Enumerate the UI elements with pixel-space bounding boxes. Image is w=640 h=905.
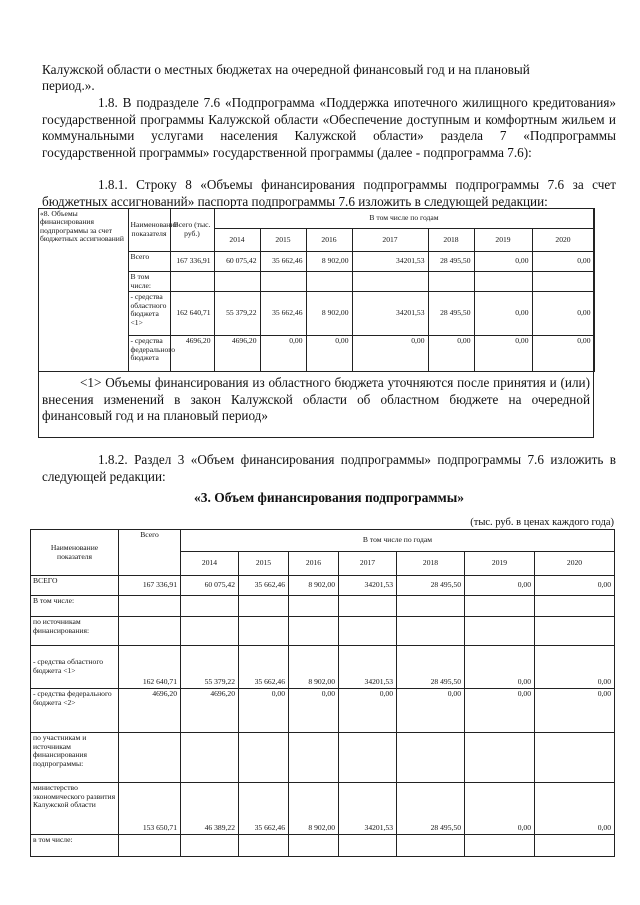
cell: 0,00 [474,252,532,272]
table1-year: 2014 [214,229,260,252]
table2-col-total: Всего [119,530,181,576]
cell: 8 902,00 [289,783,339,835]
cell: 55 379,22 [181,646,239,689]
cell: 0,00 [465,783,535,835]
units-note: (тыс. руб. в ценах каждого года) [470,517,614,528]
intro-line-1: Калужской области о местных бюджетах на очередной финансовый год и на плановый [42,62,530,77]
table1-year: 2017 [352,229,428,252]
table1-year: 2016 [306,229,352,252]
cell: 4696,20 [181,689,239,733]
cell: 28 495,50 [397,576,465,596]
row-label: по источникам финансирования: [31,617,119,646]
cell: 46 389,22 [181,783,239,835]
table2-year: 2015 [239,552,289,576]
cell: 35 662,46 [239,576,289,596]
cell: 0,00 [532,336,594,372]
table2-year: 2016 [289,552,339,576]
cell: 0,00 [339,689,397,733]
row-total: 4696,20 [170,336,214,372]
table-row [31,733,615,783]
cell: 0,00 [260,336,306,372]
table2-year: 2018 [397,552,465,576]
cell: 34201,53 [339,646,397,689]
table2-col-name: Наименование показателя [31,530,119,576]
table2-year: 2020 [535,552,615,576]
cell: 28 495,50 [397,783,465,835]
cell: 28 495,50 [428,252,474,272]
table1-years-header: В том числе по годам [214,209,594,229]
cell: 0,00 [239,689,289,733]
cell: 0,00 [535,783,615,835]
table1-col-total: Всего (тыс. руб.) [170,209,214,252]
table1 [38,208,595,372]
cell: 35 662,46 [239,646,289,689]
cell: 0,00 [535,576,615,596]
cell: 34201,53 [352,252,428,272]
table-row [31,617,615,646]
row-label: по участникам и источникам финансирования подпрограммы: [31,733,119,783]
cell: 35 662,46 [260,292,306,336]
cell: 55 379,22 [214,292,260,336]
cell: 34201,53 [339,576,397,596]
row-label: В том числе: [128,272,170,292]
cell: 28 495,50 [428,292,474,336]
cell: 60 075,42 [214,252,260,272]
cell: 28 495,50 [397,646,465,689]
cell: 8 902,00 [306,292,352,336]
cell: 0,00 [397,689,465,733]
cell: 0,00 [306,336,352,372]
table1-year: 2020 [532,229,594,252]
cell: 4696,20 [214,336,260,372]
table2-years-header: В том числе по годам [181,530,615,552]
cell: 0,00 [532,252,594,272]
row-label: - средства федерального бюджета <2> [31,689,119,733]
table-row [31,783,615,835]
table2-year: 2017 [339,552,397,576]
table2-year: 2014 [181,552,239,576]
row-label: ВСЕГО [31,576,119,596]
table1-footnote: <1> Объемы финансирования из областного бюджета уточняются после принятия и (или) внесения изменений в закон Калужской области об областном бюджете на очередной финансовый год и на плановый период» [42,375,590,424]
table1-year: 2019 [474,229,532,252]
cell: 0,00 [465,689,535,733]
paragraph-1-8-1: 1.8.1. Строку 8 «Объемы финансирования подпрограммы подпрограммы 7.6 за счет бюджетных ассигнований» паспорта подпрограммы 7.6 изложить в следующей редакции: [42,177,616,209]
cell: 0,00 [474,292,532,336]
table-row [31,596,615,617]
row-total: 167 336,91 [170,252,214,272]
cell: 35 662,46 [239,783,289,835]
table2 [30,529,615,857]
row-label: - средства федерального бюджета [128,336,170,372]
paragraph-1-8: 1.8. В подразделе 7.6 «Подпрограмма «Поддержка ипотечного жилищного кредитования» государственной программы Калужской области «Обеспечение доступным и комфортным жильем и коммунальными услугами населения Калужской области» раздела 7 «Подпрограммы государственной программы» государственной программы (далее - подпрограмма 7.6): [42,95,616,160]
table1-year: 2015 [260,229,306,252]
cell: 8 902,00 [289,576,339,596]
table-row [31,646,615,689]
cell: 0,00 [465,576,535,596]
cell: 0,00 [352,336,428,372]
cell: 0,00 [428,336,474,372]
table1-row-label: «8. Объемы финансирования подпрограммы за счет бюджетных ассигнований [38,209,128,372]
section-title: «3. Объем финансирования подпрограммы» [193,490,465,505]
row-label: в том числе: [31,835,119,857]
cell: 0,00 [535,689,615,733]
table-row [31,835,615,857]
row-label: - средства областного бюджета <1> [128,292,170,336]
cell: 34201,53 [339,783,397,835]
cell: 60 075,42 [181,576,239,596]
cell: 8 902,00 [306,252,352,272]
cell: 34201,53 [352,292,428,336]
cell: 0,00 [465,646,535,689]
row-total: 153 650,71 [119,783,181,835]
row-total: 4696,20 [119,689,181,733]
cell: 35 662,46 [260,252,306,272]
cell: 0,00 [532,292,594,336]
row-label: министерство экономического развития Калужской области [31,783,119,835]
table-row [31,689,615,733]
cell: 0,00 [474,336,532,372]
table2-year: 2019 [465,552,535,576]
row-total: 167 336,91 [119,576,181,596]
row-total: 162 640,71 [119,646,181,689]
table1-year: 2018 [428,229,474,252]
row-total: 162 640,71 [170,292,214,336]
cell: 8 902,00 [289,646,339,689]
cell: 0,00 [535,646,615,689]
row-label: В том числе: [31,596,119,617]
table-row [31,576,615,596]
row-label: Всего [128,252,170,272]
cell: 0,00 [289,689,339,733]
row-label: - средства областного бюджета <1> [31,646,119,689]
table1-col-name: Наименование показателя [128,209,170,252]
intro-line-2: период.». [42,78,95,93]
paragraph-1-8-2: 1.8.2. Раздел 3 «Объем финансирования подпрограммы» подпрограммы 7.6 изложить в следующей редакции: [42,452,616,484]
